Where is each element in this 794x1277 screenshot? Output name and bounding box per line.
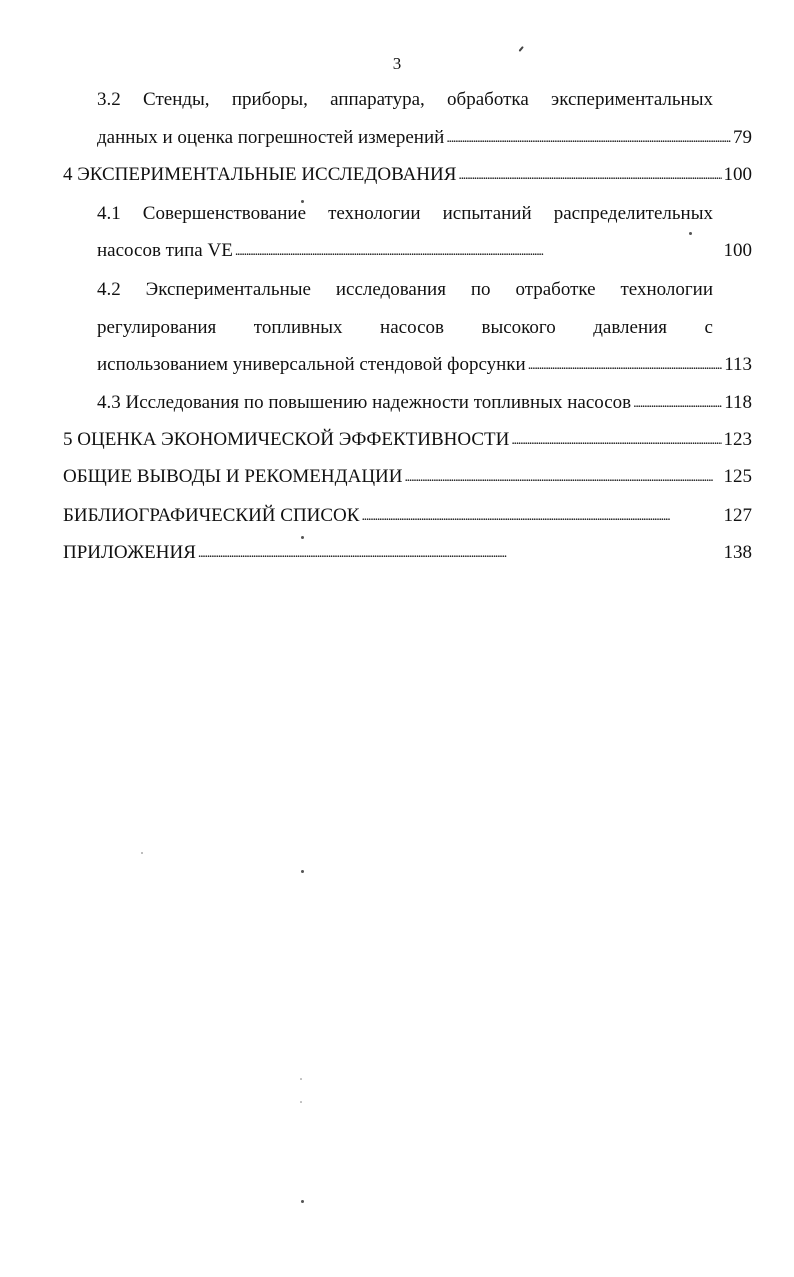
scan-speck: [301, 870, 304, 873]
toc-chapter-5-page: 123: [723, 429, 752, 450]
toc-entry-4-2-line-2: регулирования топливных насосов высокого давления с: [97, 317, 713, 338]
toc-leader: [446, 125, 731, 151]
toc-entry-4-1: [97, 239, 752, 263]
toc-entry-4-3-title: 4.3 Исследования по повышению надежности топливных насосов: [97, 392, 632, 413]
toc-leader: [458, 162, 721, 188]
toc-leader: [361, 503, 721, 529]
toc-entry-4-3: [97, 391, 752, 415]
toc-entry-3-2: [97, 126, 752, 150]
toc-entry-4-1-line-1: 4.1 Совершенствование технологии испытаний распределительных: [97, 203, 713, 224]
toc-entry-4-2-page: 113: [724, 354, 752, 375]
toc-leader: [198, 540, 722, 566]
scan-speck: [301, 200, 304, 203]
toc-entry-4-3-page: 118: [724, 392, 752, 413]
scan-speck: [301, 1200, 304, 1203]
scan-speck: [301, 536, 304, 539]
scan-speck: [300, 1078, 302, 1080]
toc-appendices: [63, 541, 752, 565]
toc-leader: [528, 352, 722, 378]
toc-chapter-4-page: 100: [723, 164, 752, 185]
toc-entry-4-2-line-1: 4.2 Экспериментальные исследования по отработке технологии: [97, 279, 713, 300]
scan-speck: [518, 46, 523, 52]
scan-speck: [300, 1101, 302, 1103]
toc-chapter-5-title: 5 ОЦЕНКА ЭКОНОМИЧЕСКОЙ ЭФФЕКТИВНОСТИ: [63, 429, 510, 450]
toc-entry-4-2: [97, 353, 752, 377]
page-number: 3: [392, 54, 402, 73]
toc-leader: [235, 238, 722, 264]
toc-chapter-5: [63, 428, 752, 452]
toc-conclusions: [63, 465, 752, 489]
scan-speck: [689, 232, 692, 235]
toc-entry-4-1-title: насосов типа VE: [97, 240, 233, 261]
toc-leader: [511, 427, 721, 453]
toc-chapter-4: [63, 163, 752, 187]
toc-appendices-title: ПРИЛОЖЕНИЯ: [63, 542, 196, 563]
toc-appendices-page: 138: [723, 542, 752, 563]
toc-leader: [404, 464, 721, 490]
toc-entry-3-2-line-1: 3.2 Стенды, приборы, аппаратура, обработка экспериментальных: [97, 89, 713, 110]
toc-entry-3-2-page: 79: [733, 127, 752, 148]
toc-bibliography-page: 127: [723, 505, 752, 526]
scan-speck: [141, 852, 143, 854]
toc-entry-4-2-title: использованием универсальной стендовой форсунки: [97, 354, 526, 375]
toc-entry-3-2-title: данных и оценка погрешностей измерений: [97, 127, 445, 148]
toc-conclusions-page: 125: [723, 466, 752, 487]
toc-bibliography-title: БИБЛИОГРАФИЧЕСКИЙ СПИСОК: [63, 505, 360, 526]
toc-conclusions-title: ОБЩИЕ ВЫВОДЫ И РЕКОМЕНДАЦИИ: [63, 466, 403, 487]
toc-entry-4-1-page: 100: [723, 240, 752, 261]
toc-bibliography: [63, 504, 752, 528]
toc-leader: [633, 390, 722, 416]
toc-chapter-4-title: 4 ЭКСПЕРИМЕНТАЛЬНЫЕ ИССЛЕДОВАНИЯ: [63, 164, 457, 185]
